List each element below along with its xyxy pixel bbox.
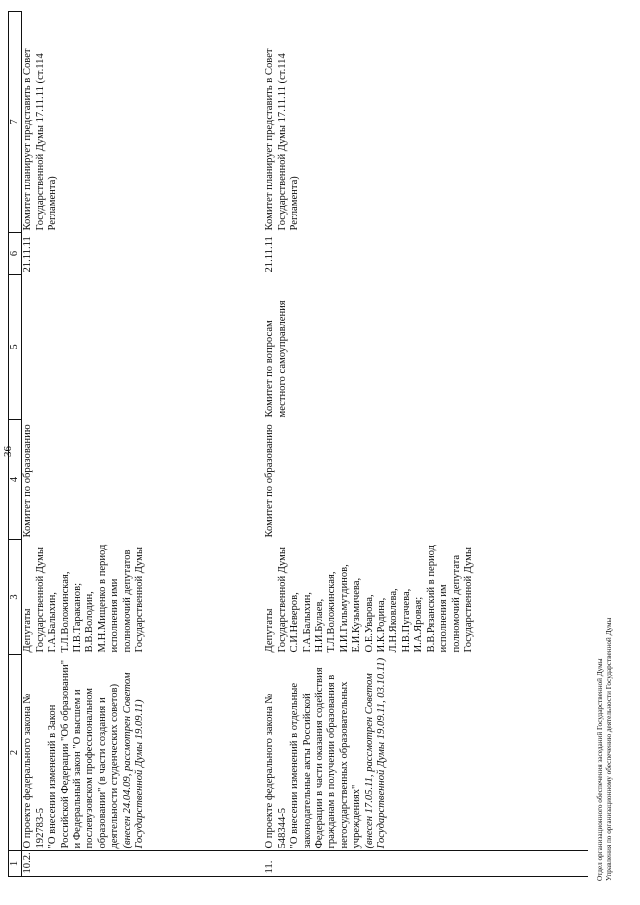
bill-note: (внесен 17.05.11, рассмотрен Советом Государственной Думы 19.09.11, 03.10.11) — [363, 657, 388, 849]
item-number: 10.2. — [22, 852, 34, 874]
table-row — [22, 12, 265, 877]
bill-description — [22, 655, 265, 851]
page-footer — [596, 618, 613, 881]
bill-note: (внесен 24.04.09, рассмотрен Советом Государственной Думы 19.09.11) — [121, 672, 146, 849]
agenda-table — [8, 11, 479, 877]
co-committee: Комитет по вопросам местного самоуправления — [264, 300, 288, 418]
column-number-row — [9, 12, 22, 877]
bill-body: "О внесении изменений в Закон Российской Федерации "Об образовании" и Федеральный закон "О высшем и послевузовском профессиональном образовании" (в части создания и деятельности студенческих советов) — [47, 659, 121, 849]
column-divider — [8, 850, 588, 851]
column-header: 7 — [9, 12, 22, 233]
footer-line: Отдел организационного обеспечения заседаний Государственной Думы — [596, 658, 604, 881]
column-divider — [8, 876, 588, 877]
column-header: 3 — [9, 540, 22, 655]
column-header: 4 — [9, 420, 22, 540]
bill-body: "О внесении изменений в отдельные законодательные акты Российской Федерации в части оказания содействия гражданам в получении образования в негосударственных образовательных учреждениях" — [289, 667, 363, 849]
bill-title: О проекте федерального закона № 192783-5 — [22, 693, 46, 849]
bill-title: О проекте федерального закона № 548344-5 — [264, 693, 288, 849]
column-header: 1 — [9, 851, 22, 877]
column-header: 5 — [9, 275, 22, 420]
deadline-date: 21.11.11 — [264, 236, 276, 273]
bill-authors: Депутаты Государственной Думы Г.А.Балыхин, Т.Л.Воложинская, П.В.Тараканов; В.В.Володин, М.Н.Мищенко в период исполнения ими полномочий депутатов Государственной Думы — [22, 544, 146, 653]
column-header: 2 — [9, 655, 22, 851]
deadline-date: 21.11.11 — [22, 236, 34, 273]
responsible-committee: Комитет по образованию — [264, 424, 276, 538]
column-header: 6 — [9, 233, 22, 275]
item-number: 11. — [264, 860, 276, 874]
remark: Комитет планирует представить в Совет Государственной Думы 17.11.11 (ст.114 Регламента) — [264, 48, 301, 231]
bill-authors: Депутаты Государственной Думы С.И.Неверов, Г.А.Балыхин, Н.И.Булаев, Т.Л.Воложинская, И.И.Гильмутдинов, Е.И.Кузьмичева, О.Е.Уварова, И.К.Родина, Л.Н.Яковлева, Н.В.Пугачева, И.А.Яровая; В.В.Рязанский в период исполнения им полномочий депутата Государственной Думы — [264, 544, 474, 653]
responsible-committee: Комитет по образованию — [22, 424, 34, 538]
table-row — [264, 12, 479, 877]
bill-description — [264, 655, 479, 851]
co-committee — [22, 275, 265, 420]
footer-line: Управления по организационному обеспечению деятельности Государственной Думы — [604, 617, 613, 881]
remark: Комитет планирует представить в Совет Государственной Думы 17.11.11 (ст.114 Регламента) — [22, 48, 59, 231]
page-number: 36 — [2, 446, 14, 457]
